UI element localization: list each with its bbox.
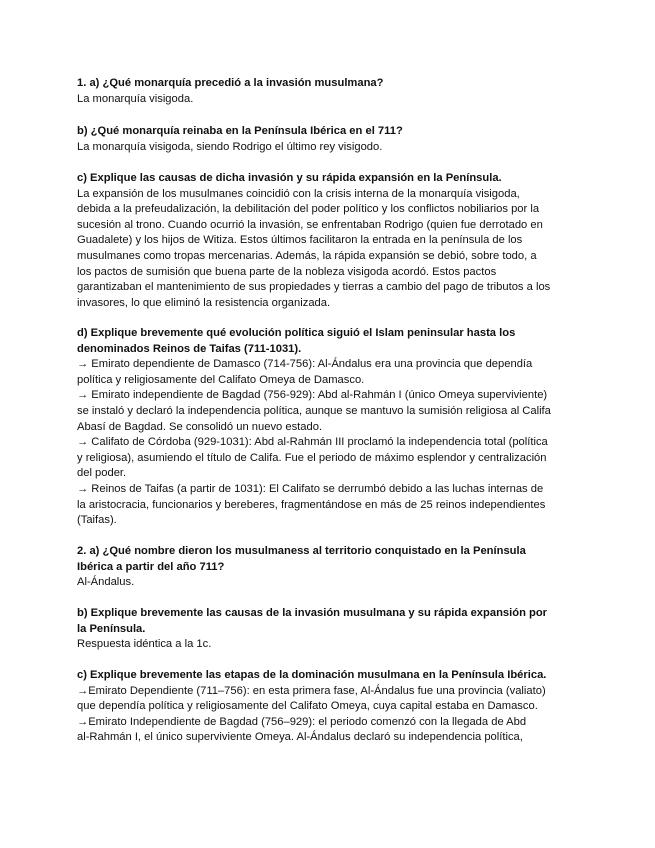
answer-line: La monarquía visigoda. [77, 92, 194, 105]
section-1c [77, 171, 585, 311]
answer-line: → Emirato independiente de Bagdad (756-929): Abd al-Rahmán I (único Omeya superviviente) [77, 389, 548, 402]
answer-line: →Emirato Dependiente (711–756): en esta primera fase, Al-Ándalus fue una provincia (valiato) [77, 684, 546, 697]
question [77, 171, 585, 187]
answer-line: al-Rahmán I, el único superviviente Omeya. Al-Ándalus declaró su independencia política, [77, 731, 523, 744]
answer [77, 684, 585, 746]
section-2b [77, 606, 585, 653]
answer-line: La monarquía visigoda, siendo Rodrigo el último rey visigodo. [77, 140, 383, 153]
answer-line: → Califato de Córdoba (929-1031): Abd al-Rahmán III proclamó la independencia total (política [77, 436, 548, 449]
answer [77, 357, 585, 529]
answer [77, 140, 585, 156]
question-line: d) Explique brevemente qué evolución política siguió el Islam peninsular hasta los [77, 327, 516, 339]
question [77, 124, 585, 140]
answer-line: sucesión al trono. Cuando ocurrió la invasión, se enfrentaban Rodrigo (quien fue derrotado en [77, 218, 543, 231]
question [77, 544, 585, 575]
question [77, 76, 585, 92]
section-1b [77, 124, 585, 155]
answer-line: se instaló y declaró la independencia política, aunque se mantuvo la sumisión religiosa al Califa [77, 404, 551, 417]
answer-line: musulmanes como tropas mercenarias. Además, la rápida expansión se debió, sobre todo, a [77, 249, 537, 262]
question-line: denominados Reinos de Taifas (711-1031). [77, 342, 302, 355]
answer-line: (Taifas). [77, 514, 117, 527]
answer-line: debida a la prefeudalización, la debilitación del poder político y los conflictos nobiliarios por la [77, 203, 540, 216]
section-1a [77, 76, 585, 107]
section-2c [77, 668, 585, 746]
answer-line: → Emirato dependiente de Damasco (714-756): Al-Ándalus era una provincia que dependía [77, 358, 533, 371]
answer [77, 637, 585, 653]
question [77, 606, 585, 637]
question-line: b) Explique brevemente las causas de la invasión musulmana y su rápida expansión por [77, 607, 548, 619]
question-line: Ibérica a partir del año 711? [77, 560, 225, 573]
answer-line: y religiosa), asumiendo el título de Califa. Fue el periodo de máximo esplendor y centralización [77, 451, 547, 464]
answer-line: Guadalete) y los hijos de Witiza. Estos últimos facilitaron la entrada en la península de los [77, 234, 523, 247]
answer-line: → Reinos de Taifas (a partir de 1031): El Califato se derrumbó debido a las luchas internas de [77, 482, 544, 495]
answer-line: Abasí de Bagdad. Se consolidó un nuevo estado. [77, 420, 323, 433]
answer-line: →Emirato Independiente de Bagdad (756–929): el periodo comenzó con la llegada de Abd [77, 715, 527, 728]
answer-line: que dependía política y religiosamente del Califato Omeya, cuya capital estaba en Damasco. [77, 700, 538, 713]
answer [77, 92, 585, 108]
question [77, 668, 585, 684]
answer-line: del poder. [77, 467, 127, 480]
answer [77, 575, 585, 591]
question [77, 326, 585, 357]
answer-line: la aristocracia, funcionarios y bereberes, fragmentándose en más de 25 reinos independientes [77, 498, 546, 511]
answer-line: los pactos de sumisión que buena parte de la nobleza visigoda acordó. Estos pactos [77, 265, 497, 278]
answer-line: Al-Ándalus. [77, 576, 135, 589]
section-1d [77, 326, 585, 529]
answer-line: La expansión de los musulmanes coincidió con la crisis interna de la monarquía visigoda, [77, 187, 520, 200]
answer-line: Respuesta idéntica a la 1c. [77, 638, 212, 651]
answer-line: garantizaban el mantenimiento de sus propiedades y tierras a cambio del pago de tributos a los [77, 281, 551, 294]
question-line: 1. a) ¿Qué monarquía precedió a la invasión musulmana? [77, 77, 384, 89]
answer [77, 187, 585, 312]
section-2a [77, 544, 585, 591]
question-line: c) Explique brevemente las etapas de la dominación musulmana en la Península Ibérica. [77, 669, 547, 681]
question-line: 2. a) ¿Qué nombre dieron los musulmaness al territorio conquistado en la Península [77, 545, 526, 557]
question-line: c) Explique las causas de dicha invasión y su rápida expansión en la Península. [77, 172, 502, 184]
answer-line: política y religiosamente del Califato Omeya de Damasco. [77, 373, 365, 386]
question-line: b) ¿Qué monarquía reinaba en la Península Ibérica en el 711? [77, 125, 403, 137]
answer-line: invasores, lo que eliminó la resistencia organizada. [77, 296, 331, 309]
question-line: la Península. [77, 622, 146, 635]
